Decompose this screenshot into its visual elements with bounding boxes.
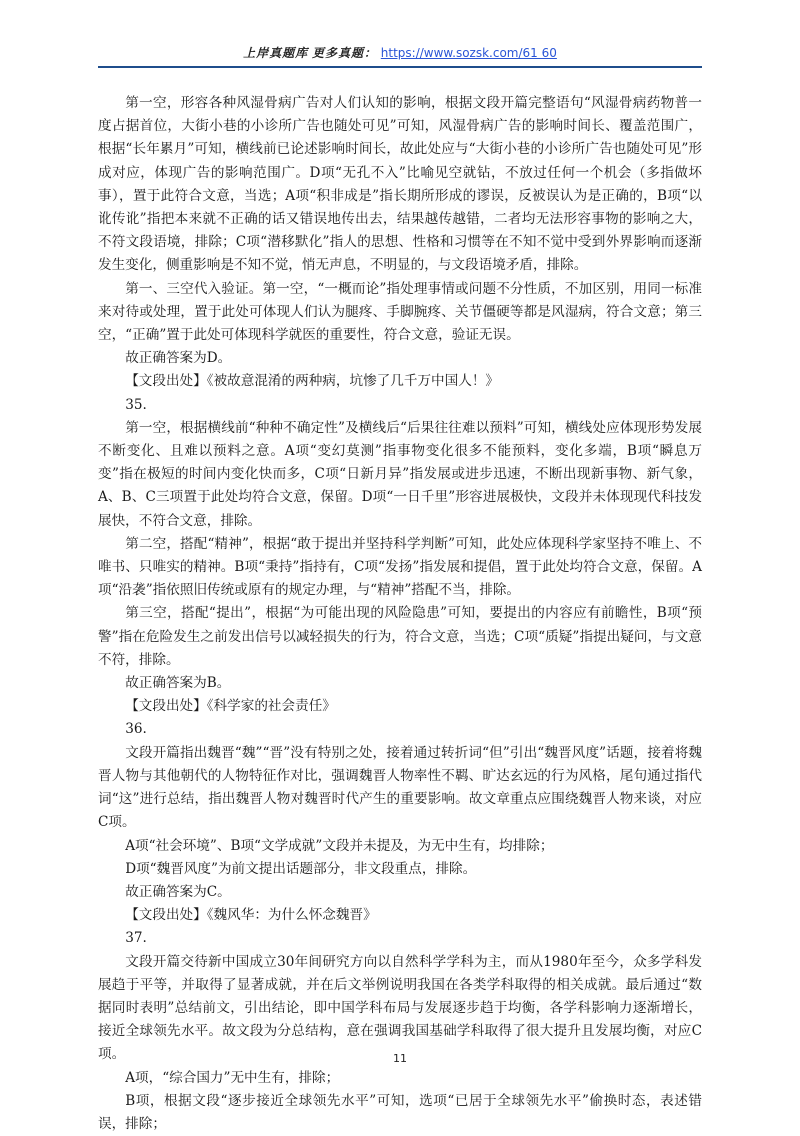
paragraph: B项，根据文段“逐步接近全球领先水平”可知，选项“已居于全球领先水平”偷换时态，表述错误，排除； <box>98 1092 702 1132</box>
question-number: 35. <box>125 396 147 413</box>
header-more-label: 更多真题： <box>311 46 377 60</box>
paragraph: 第一空，根据横线前“种种不确定性”及横线后“后果往往难以预料”可知，横线处应体现形势发展不断变化、且难以预料之意。A项“变幻莫测”指事物变化很多不能预料，变化多端，B项“瞬息万变”指在极短的时间内变化快而多，C项“日新月异”指发展或进步迅速，不断出现新事物、新气象，A、B、C三项置于此处均符合文意，保留。D项“一日千里”形容进展极快，文段并未体现现代科技发展快，不符合文意，排除。 <box>98 419 702 529</box>
header-url-link[interactable]: https://www.sozsk.com/61 60 <box>380 46 557 60</box>
paragraph: A项“社会环境”、B项“文学成就”文段并未提及，为无中生有，均排除； <box>125 837 554 854</box>
header-brand: 上岸真题库 <box>243 46 309 60</box>
header-rule <box>98 66 702 68</box>
question-number: 36. <box>125 721 147 738</box>
answer-line: 故正确答案为D。 <box>125 350 232 367</box>
paragraph: D项“魏晋风度”为前文提出话题部分，非文段重点，排除。 <box>125 860 477 877</box>
paragraph: 文段开篇交待新中国成立30年间研究方向以自然科学学科为主，而从1980年至今，众多学科发展趋于平等，并取得了显著成就，并在后文举例说明我国在各类学科取得的相关成就。最后通过“数据同时表明”总结前文，引出结论，即中国学科布局与发展逐步趋于均衡，各学科影响力逐渐增长，接近全球领先水平。故文段为分总结构，意在强调我国基础学科取得了很大提升且发展均衡，对应C项。 <box>98 953 702 1063</box>
paragraph: 第三空，搭配“提出”，根据“为可能出现的风险隐患”可知，要提出的内容应有前瞻性，B项“预警”指在危险发生之前发出信号以减轻损失的行为，符合文意，当选；C项“质疑”指提出疑问，与文意不符，排除。 <box>98 605 702 668</box>
source-line: 【文段出处】《科学家的社会责任》 <box>125 698 336 715</box>
page-number: 11 <box>393 1052 407 1065</box>
page-header <box>0 44 800 61</box>
source-line: 【文段出处】《魏风华：为什么怀念魏晋》 <box>125 907 377 924</box>
document-body <box>98 92 702 1136</box>
source-line: 【文段出处】《被故意混淆的两种病，坑惨了几千万中国人！》 <box>125 373 500 390</box>
paragraph: 第二空，搭配“精神”，根据“敢于提出并坚持科学判断”可知，此处应体现科学家坚持不唯上、不唯书、只唯实的精神。B项“秉持”指持有，C项“发扬”指发展和提倡，置于此处均符合文意，保留。A项“沿袭”指依照旧传统或原有的规定办理，与“精神”搭配不当，排除。 <box>98 535 702 599</box>
paragraph: A项，“综合国力”无中生有，排除； <box>125 1069 340 1086</box>
paragraph: 第一、三空代入验证。第一空，“一概而论”指处理事情或问题不分性质，不加区别，用同一标准来对待或处理，置于此处可体现人们认为腿疼、手脚腕疼、关节僵硬等都是风湿病，符合文意；第三空，“正确”置于此处可体现科学就医的重要性，符合文意，验证无误。 <box>98 280 702 344</box>
paragraph: 文段开篇指出魏晋“魏”“晋”没有特别之处，接着通过转折词“但”引出“魏晋风度”话题，接着将魏晋人物与其他朝代的人物特征作对比，强调魏晋人物率性不羁、旷达玄远的行为风格，尾句通过指代词“这”进行总结，指出魏晋人物对魏晋时代产生的重要影响。故文章重点应围绕魏晋人物来谈，对应C项。 <box>98 744 702 831</box>
question-number: 37. <box>125 930 147 947</box>
answer-line: 故正确答案为C。 <box>125 883 231 900</box>
paragraph: 第一空，形容各种风湿骨病广告对人们认知的影响，根据文段开篇完整语句“风湿骨病药物普一度占据首位，大街小巷的小诊所广告也随处可见”可知，风湿骨病广告的影响时间长、覆盖范围广，根据“长年累月”可知，横线前已论述影响时间长，故此处应与“大街小巷的小诊所广告也随处可见”形成对应，体现广告的影响范围广。D项“无孔不入”比喻见空就钻，不放过任何一个机会（多指做坏事），置于此符合文意，当选；A项“积非成是”指长期所形成的谬误，反被误认为是正确的，B项“以讹传讹”指把本来就不正确的话又错误地传出去，结果越传越错，二者均无法形容事物的影响之大，不符文段语境，排除；C项“潜移默化”指人的思想、性格和习惯等在不知不觉中受到外界影响而逐渐发生变化，侧重影响是不知不觉，悄无声息，不明显的，与文段语境矛盾，排除。 <box>98 95 702 274</box>
answer-line: 故正确答案为B。 <box>125 675 231 692</box>
